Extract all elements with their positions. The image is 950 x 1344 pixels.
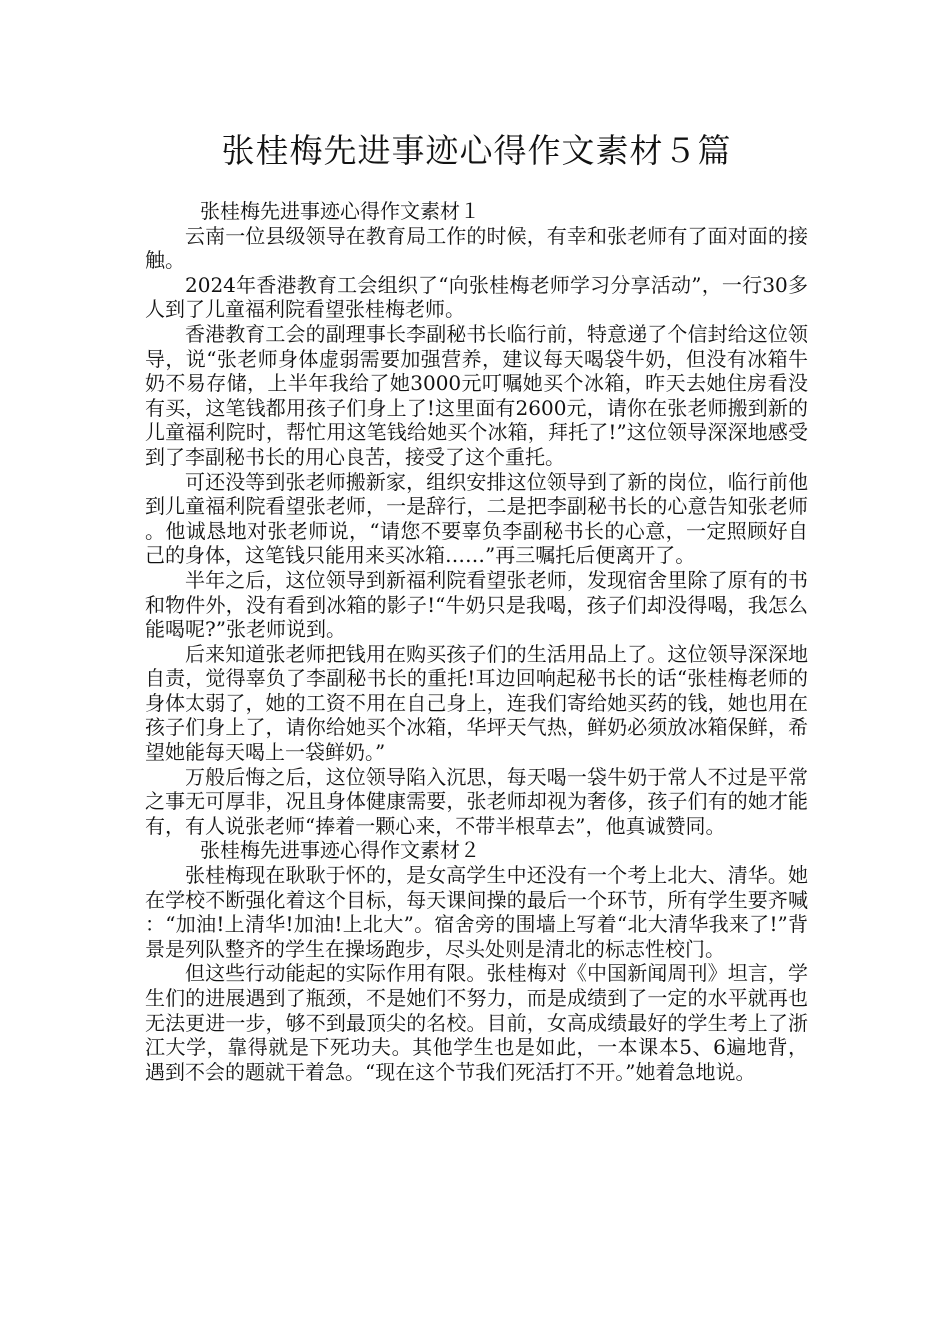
section-heading: 张桂梅先进事迹心得作文素材１ bbox=[200, 199, 480, 223]
paragraph: 香港教育工会的副理事长李副秘书长临行前，特意递了个信封给这位领导，说“张老师身体虚弱需要加强营养，建议每天喝袋牛奶，但没有冰箱牛奶不易存储，上半年我给了她3000元叮嘱她买个冰箱，昨天去她住房看没有买，这笔钱都用孩子们身上了!这里面有2600元，请你在张老师搬到新的儿童福利院时，帮忙用这笔钱给她买个冰箱，拜托了!”这位领导深深地感受到了李副秘书长的用心良苦，接受了这个重托。 bbox=[145, 321, 808, 469]
paragraph: 后来知道张老师把钱用在购买孩子们的生活用品上了。这位领导深深地自责，觉得辜负了李副秘书长的重托!耳边回响起秘书长的话“张桂梅老师的身体太弱了，她的工资不用在自己身上，连我们寄给她买药的钱，她也用在孩子们身上了，请你给她买个冰箱，华坪天气热，鲜奶必须放冰箱保鲜，希望她能每天喝上一袋鲜奶。” bbox=[145, 641, 808, 765]
paragraph: 万般后悔之后，这位领导陷入沉思，每天喝一袋牛奶于常人不过是平常之事无可厚非，况且身体健康需要，张老师却视为奢侈，孩子们有的她才能有，有人说张老师“捧着一颗心来，不带半根草去”，他真诚赞同。 bbox=[145, 764, 808, 838]
paragraph: 可还没等到张老师搬新家，组织安排这位领导到了新的岗位，临行前他到儿童福利院看望张老师，一是辞行，二是把李副秘书长的心意告知张老师。他诚恳地对张老师说，“请您不要辜负李副秘书长的心意，一定照顾好自己的身体，这笔钱只能用来买冰箱……”再三嘱托后便离开了。 bbox=[145, 469, 808, 568]
document-title: 张桂梅先进事迹心得作文素材５篇 bbox=[221, 131, 732, 170]
document-body bbox=[145, 199, 808, 1084]
section-heading: 张桂梅先进事迹心得作文素材２ bbox=[200, 838, 480, 863]
paragraph: 张桂梅现在耿耿于怀的，是女高学生中还没有一个考上北大、清华。她在学校不断强化着这个目标，每天课间操的最后一个环节，所有学生要齐喊：“加油!上清华!加油!上北大”。宿舍旁的围墙上写着“北大清华我来了!”背景是列队整齐的学生在操场跑步，尽头处则是清北的标志性校门。 bbox=[145, 863, 808, 961]
paragraph: 云南一位县级领导在教育局工作的时候，有幸和张老师有了面对面的接触。 bbox=[145, 223, 808, 273]
paragraph: 但这些行动能起的实际作用有限。张桂梅对《中国新闻周刊》坦言，学生们的进展遇到了瓶颈，不是她们不努力，而是成绩到了一定的水平就再也无法更进一步，够不到最顶尖的名校。目前，女高成绩最好的学生考上了浙江大学，靠得就是下死功夫。其他学生也是如此，一本课本5、6遍地背，遇到不会的题就干着急。“现在这个节我们死活打不开。”她着急地说。 bbox=[145, 961, 808, 1084]
paragraph: 2024年香港教育工会组织了“向张桂梅老师学习分享活动”，一行30多人到了儿童福利院看望张桂梅老师。 bbox=[145, 272, 808, 322]
paragraph: 半年之后，这位领导到新福利院看望张老师，发现宿舍里除了原有的书和物件外，没有看到冰箱的影子!“牛奶只是我喝，孩子们却没得喝，我怎么能喝呢?”张老师说到。 bbox=[145, 567, 808, 642]
